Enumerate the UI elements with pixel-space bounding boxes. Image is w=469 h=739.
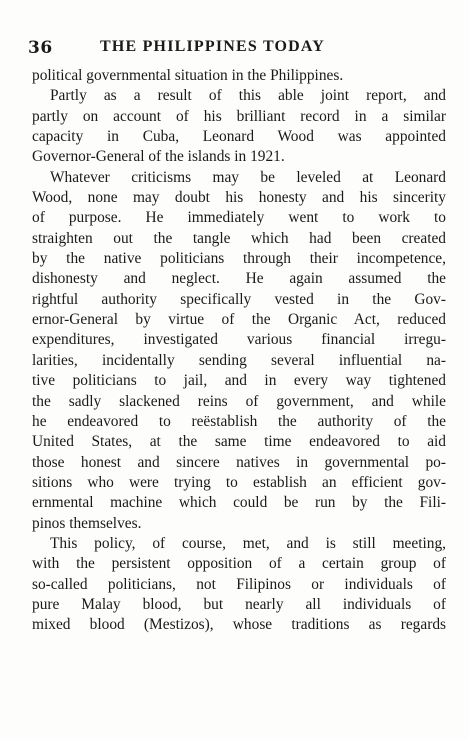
paragraph-2 — [32, 86, 446, 167]
text-line: United States, at the same time endeavored to aid — [32, 433, 446, 451]
text-line: expenditures, investigated various financial irregu- — [32, 331, 446, 349]
text-line: by the native politicians through their incompetence, — [32, 250, 446, 268]
text-line: mixed blood (Mestizos), whose traditions as regards — [32, 616, 446, 634]
text-line: Partly as a result of this able joint report, and — [50, 87, 446, 105]
text-line: with the persistent opposition of a certain group of — [32, 555, 446, 573]
body-text — [32, 66, 446, 636]
text-line: those honest and sincere natives in governmental po- — [32, 453, 446, 471]
text-line: rightful authority specifically vested in the Gov- — [32, 290, 446, 308]
paragraph-4 — [32, 534, 446, 636]
text-line: Whatever criticisms may be leveled at Leonard — [50, 168, 446, 186]
text-line: ernmental machine which could be run by the Fili- — [32, 494, 446, 512]
running-title: THE PHILIPPINES TODAY — [100, 38, 325, 55]
text-line: dishonesty and neglect. He again assumed the — [32, 270, 446, 288]
text-line: pinos themselves. — [32, 514, 142, 532]
text-line: sitions who were trying to establish an efficient gov- — [32, 473, 446, 491]
page-number: 36 — [28, 38, 53, 58]
text-line: ernor-General by virtue of the Organic Act, reduced — [32, 311, 446, 329]
text-line: Wood, none may doubt his honesty and his sincerity — [32, 189, 446, 207]
text-line: so-called politicians, not Filipinos or individuals of — [32, 575, 446, 593]
text-line: This policy, of course, met, and is still meeting, — [50, 534, 446, 552]
running-head — [28, 38, 448, 64]
paragraph-3 — [32, 168, 446, 534]
text-line: the sadly slackened reins of government, and while — [32, 392, 446, 410]
text-line: partly on account of his brilliant record in a similar — [32, 107, 446, 125]
paragraph-1 — [32, 66, 446, 86]
text-line: larities, incidentally sending several influential na- — [32, 351, 446, 369]
text-line: he endeavored to reëstablish the authority of the — [32, 412, 446, 430]
text-line: political governmental situation in the Philippines. — [32, 67, 344, 84]
text-line: tive politicians to jail, and in every way tightened — [32, 372, 446, 390]
text-line: pure Malay blood, but nearly all individuals of — [32, 595, 446, 613]
text-line: capacity in Cuba, Leonard Wood was appointed — [32, 128, 446, 146]
text-line: straighten out the tangle which had been created — [32, 229, 446, 247]
text-line: of purpose. He immediately went to work to — [32, 209, 446, 227]
text-line: Governor-General of the islands in 1921. — [32, 148, 285, 166]
